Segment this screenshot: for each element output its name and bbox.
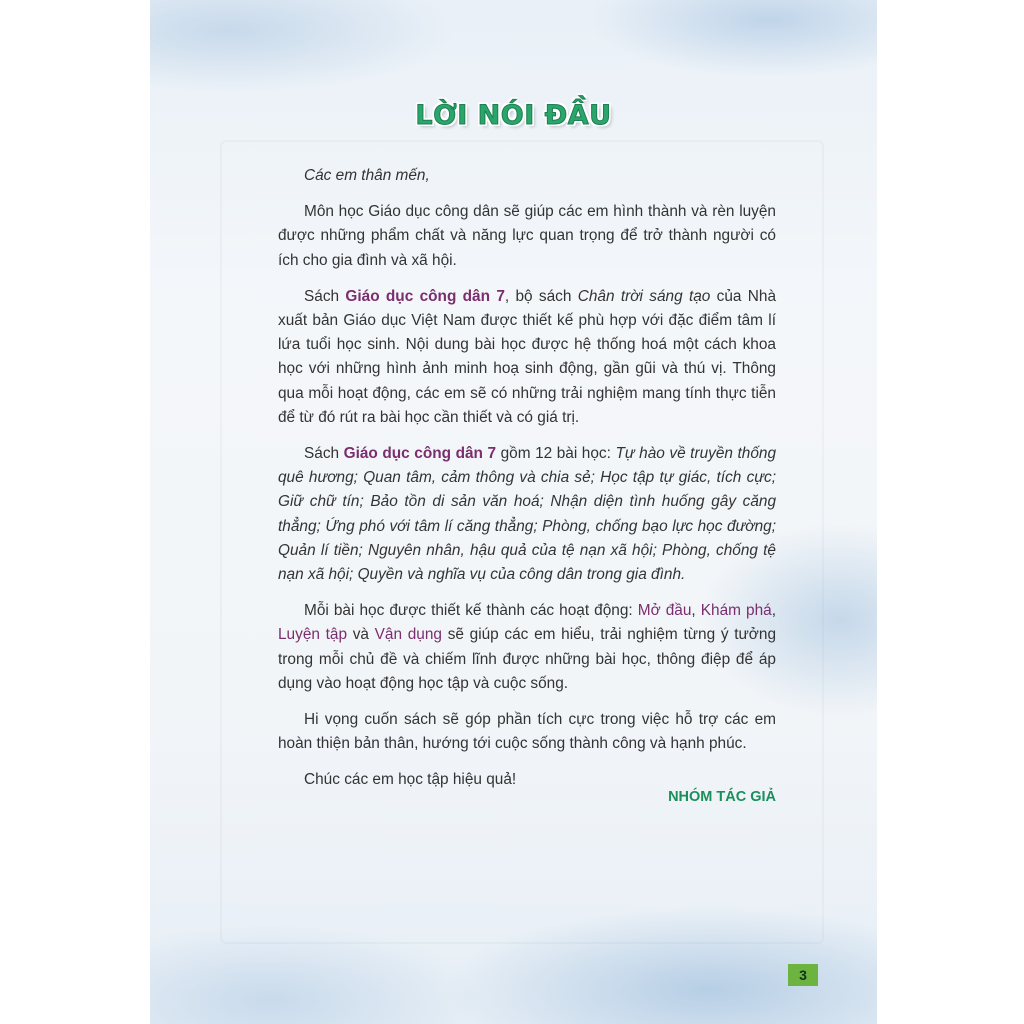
p3-mid: gồm 12 bài học: [496, 445, 616, 463]
paragraph-6: Chúc các em học tập hiệu quả! [304, 771, 517, 789]
p2-mid: , bộ sách [504, 287, 578, 305]
paragraph-4 [278, 599, 776, 696]
p3-prefix: Sách [304, 445, 344, 463]
paragraph-5: Hi vọng cuốn sách sẽ góp phần tích cực trong việc hỗ trợ các em hoàn thiện bản thân, hướng tới cuộc sống thành công và hạnh phúc. [278, 711, 776, 753]
greeting [278, 164, 776, 188]
p2-prefix: Sách [304, 287, 346, 305]
activity-luyen-tap: Luyện tập [278, 626, 348, 644]
p3-lesson-list: Tự hào về truyền thống quê hương; Quan tâm, cảm thông và chia sẻ; Học tập tự giác, tích cực; Giữ chữ tín; Bảo tồn di sản văn hoá; Nhận diện tình huống gây căng thẳng; Ứng phó với tâm lí căng thẳng; Phòng, chống bạo lực học đường; Quản lí tiền; Nguyên nhân, hậu quả của tệ nạn xã hội; Phòng, chống tệ nạn xã hội; Quyền và nghĩa vụ của công dân trong gia đình. [278, 445, 776, 584]
page-heading: LỜI NÓI ĐẦU [415, 100, 612, 131]
page-number-badge: 3 [788, 964, 818, 986]
book-page [150, 0, 877, 1024]
p4-sep3: và [347, 626, 375, 644]
p4-prefix: Mỗi bài học được thiết kế thành các hoạt động: [304, 602, 638, 620]
activity-van-dung: Vận dụng [374, 626, 442, 644]
p4-rest: sẽ giúp các em hiểu, trải nghiệm từng ý tưởng trong mỗi chủ đề và chiếm lĩnh được những bài học, thông điệp để áp dụng vào hoạt động học tập và cuộc sống. [278, 626, 777, 692]
p4-sep2: , [771, 602, 776, 620]
preface-body [278, 164, 776, 805]
paragraph-1: Môn học Giáo dục công dân sẽ giúp các em hình thành và rèn luyện được những phẩm chất và năng lực quan trọng để trở thành người có ích cho gia đình và xã hội. [278, 203, 776, 269]
activity-kham-pha: Khám phá [700, 602, 772, 620]
p2-series-title: Chân trời sáng tạo [577, 287, 711, 305]
p4-sep1: , [691, 602, 701, 620]
greeting-text: Các em thân mến, [304, 167, 430, 184]
paragraph-2 [278, 285, 776, 430]
activity-mo-dau: Mở đầu [637, 602, 692, 620]
p3-book-title: Giáo dục công dân 7 [343, 445, 497, 463]
paragraph-3 [278, 442, 776, 587]
author-signature: NHÓM TÁC GIẢ [668, 789, 776, 805]
p2-book-title: Giáo dục công dân 7 [345, 287, 505, 305]
p2-rest: của Nhà xuất bản Giáo dục Việt Nam được thiết kế phù hợp với đặc điểm tâm lí lứa tuổi học sinh. Nội dung bài học được hệ thống hoá một cách khoa học với những hình ảnh minh hoạ sinh động, gần gũi và thú vị. Thông qua mỗi hoạt động, các em sẽ có những trải nghiệm mang tính thực tiễn để từ đó rút ra bài học cần thiết và có giá trị. [278, 287, 777, 426]
